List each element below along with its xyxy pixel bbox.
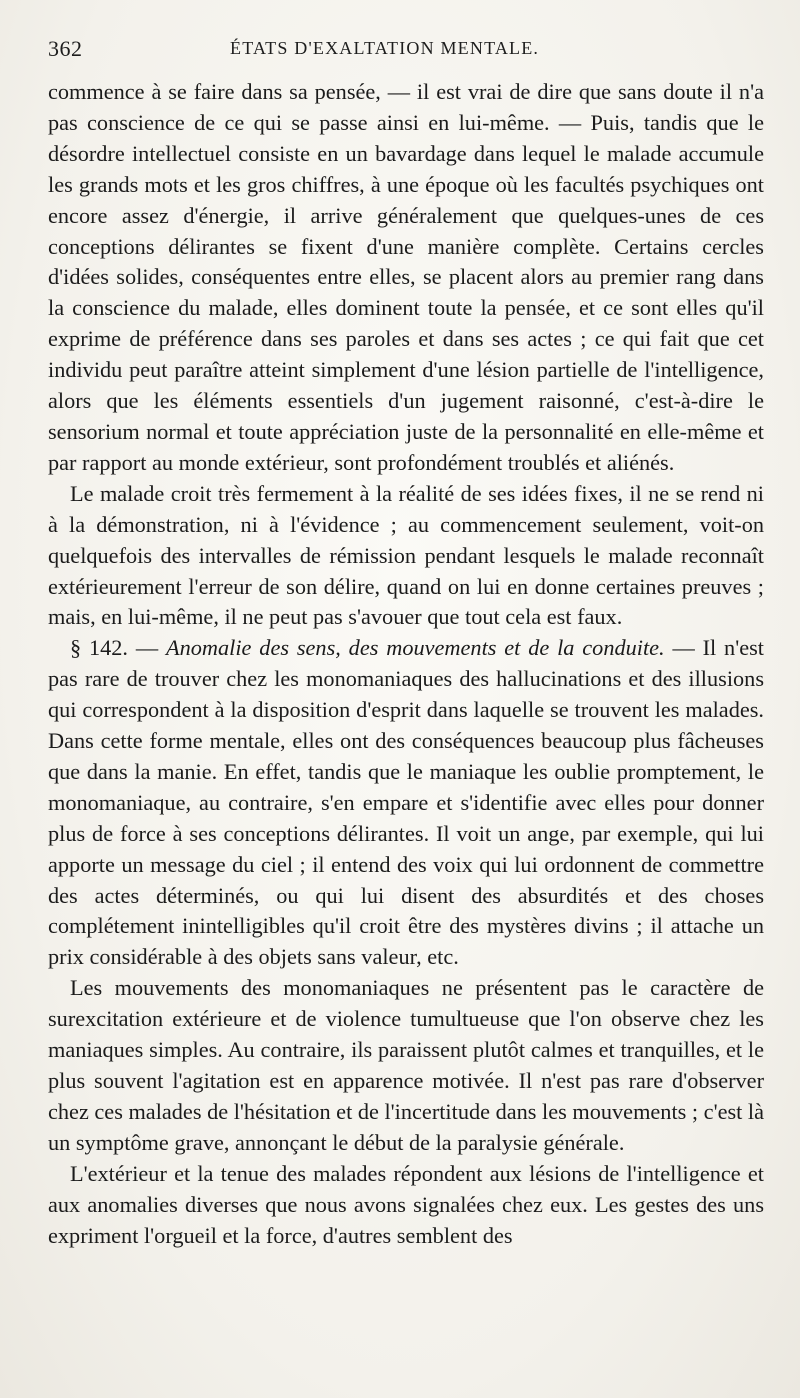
page-number: 362 xyxy=(48,36,83,61)
paragraph-2: Le malade croit très fermement à la réalité de ses idées fixes, il ne se rend ni à la démonstration, ni à l'évidence ; au commencement seulement, voit-on quelquefois des intervalles de rémission pendant lesquels le malade reconnaît extérieurement l'erreur de son délire, quand on lui en donne certaines preuves ; mais, en lui-même, il ne peut pas s'avouer que tout cela est faux. xyxy=(48,480,764,630)
paragraph-3 xyxy=(48,633,764,973)
section-title: Anomalie des sens, des mouvements et de la conduite. xyxy=(166,635,665,661)
running-title: ÉTATS D'EXALTATION MENTALE. xyxy=(230,38,540,58)
section-text: — Il n'est pas rare de trouver chez les monomaniaques des hallucinations et des illusions qui correspondent à la disposition d'esprit dans laquelle se trouvent les malades. Dans cette forme mentale, elles ont des conséquences beaucoup plus fâcheuses que dans la manie. En effet, tandis que le maniaque les oublie promptement, le monomaniaque, au contraire, s'en empare et s'identifie avec elles pour donner plus de force à ses conceptions délirantes. Il voit un ange, par exemple, qui lui apporte un message du ciel ; il entend des voix qui lui ordonnent de commettre des actes déterminés, ou qui lui disent des absurdités et des choses complétement inintelligibles qu'il croit être des mystères divins ; il attache un prix considérable à des objets sans valeur, etc. xyxy=(48,635,764,970)
section-number: § 142. xyxy=(70,635,129,661)
paragraph-5: L'extérieur et la tenue des malades répondent aux lésions de l'intelligence et aux anomalies diverses que nous avons signalées chez eux. Les gestes des uns expriment l'orgueil et la force, d'autres semblent des xyxy=(48,1160,764,1248)
section-dash: — xyxy=(128,635,166,661)
paragraph-4: Les mouvements des monomaniaques ne présentent pas le caractère de surexcitation extérieure et de violence tumultueuse que l'on observe chez les maniaques simples. Au contraire, ils paraissent plutôt calmes et tranquilles, et le plus souvent l'agitation est en apparence motivée. Il n'est pas rare d'observer chez ces malades de l'hésitation et de l'incertitude dans les mouvements ; c'est là un symptôme grave, annonçant le début de la paralysie générale. xyxy=(48,975,765,1155)
paragraph-1: commence à se faire dans sa pensée, — il est vrai de dire que sans doute il n'a pas conscience de ce qui se passe ainsi en lui-même. — Puis, tandis que le désordre intellectuel consiste en un bavardage dans lequel le malade accumule les grands mots et les gros chiffres, à une époque où les facultés psychiques ont encore assez d'énergie, il arrive généralement que quelques-unes de ces conceptions délirantes se fixent d'une manière complète. Certains cercles d'idées solides, conséquentes entre elles, se placent alors au premier rang dans la conscience du malade, elles dominent toute la pensée, et ce sont elles qu'il exprime de préférence dans ses paroles et dans ses actes ; ce qui fait que cet individu peut paraître atteint simplement d'une lésion partielle de l'intelligence, alors que les éléments essentiels d'un jugement raisonné, c'est-à-dire le sensorium normal et toute appréciation juste de la personnalité en elle-même et par rapport au monde extérieur, sont profondément troublés et aliénés. xyxy=(48,79,764,475)
page-header xyxy=(48,36,764,66)
page-body xyxy=(48,77,764,1251)
